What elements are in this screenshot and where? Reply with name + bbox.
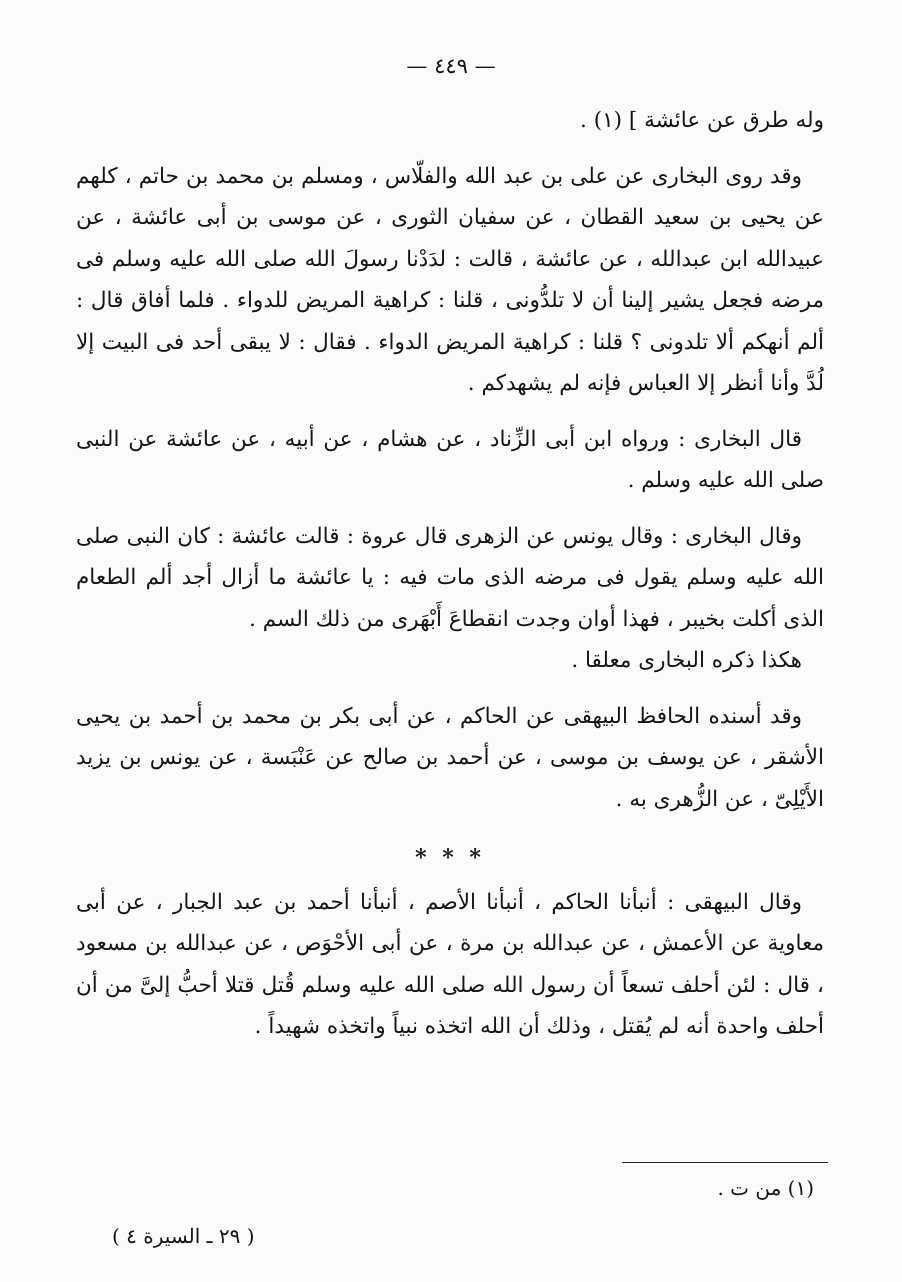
footnote: (١) من ت .	[717, 1176, 814, 1200]
paragraph-3: قال البخارى : ورواه ابن أبى الزِّناد ، عن هشام ، عن أبيه ، عن عائشة عن النبى صلى الله عليه وسلم .	[76, 426, 824, 493]
footnote-divider	[622, 1162, 828, 1163]
page-number: — ٤٤٩ —	[406, 54, 496, 78]
page-body	[76, 100, 824, 1048]
paragraph-7: وقال البيهقى : أنبأنا الحاكم ، أنبأنا الأصم ، أنبأنا أحمد بن عبد الجبار ، عن أبى معاوية عن الأعمش ، عن عبدالله بن مرة ، عن أبى الأحْوَص ، عن عبدالله بن مسعود ، قال : لئن أحلف تسعاً أن رسول الله صلى الله عليه وسلم قُتل قتلا أحبُّ إلىَّ من أن أحلف واحدة أنه لم يُقتل ، وذلك أن الله اتخذه نبياً واتخذه شهيداً .	[76, 889, 824, 1039]
paragraph-4: وقال البخارى : وقال يونس عن الزهرى قال عروة : قالت عائشة : كان النبى صلى الله عليه وسلم يقول فى مرضه الذى مات فيه : يا عائشة ما أزال أجد ألم الطعام الذى أكلت بخيبر ، فهذا أوان وجدت انقطاعَ أَبْهَرى من ذلك السم .	[76, 523, 824, 632]
paragraph-5: هكذا ذكره البخارى معلقا .	[571, 648, 802, 673]
signature-mark: ( ٢٩ ـ السيرة ٤ )	[112, 1224, 255, 1248]
paragraph-1: وله طرق عن عائشة ] (١) .	[580, 108, 824, 133]
paragraph-2: وقد روى البخارى عن على بن عبد الله والفلّاس ، ومسلم بن محمد بن حاتم ، كلهم عن يحيى بن سعيد القطان ، عن سفيان الثورى ، عن موسى بن أبى عائشة ، عن عبيدالله ابن عبدالله ، عن عائشة ، قالت : لدَدْنا رسولَ الله صلى الله عليه وسلم فى مرضه فجعل يشير إلينا أن لا تلدُّونى ، قلنا : كراهية المريض للدواء . فلما أفاق قال : ألم أنهكم ألا تلدونى ؟ قلنا : كراهية المريض الدواء . فقال : لا يبقى أحد فى البيت إلا لُدَّ وأنا أنظر إلا العباس فإنه لم يشهدكم .	[76, 163, 824, 396]
section-separator: * * *	[415, 845, 485, 871]
paragraph-6: وقد أسنده الحافظ البيهقى عن الحاكم ، عن أبى بكر بن محمد بن أحمد بن يحيى الأشقر ، عن يوسف بن موسى ، عن أحمد بن صالح عن عَنْبَسة ، عن يونس بن يزيد الأَيْلِىّ ، عن الزُّهرى به .	[76, 703, 824, 812]
